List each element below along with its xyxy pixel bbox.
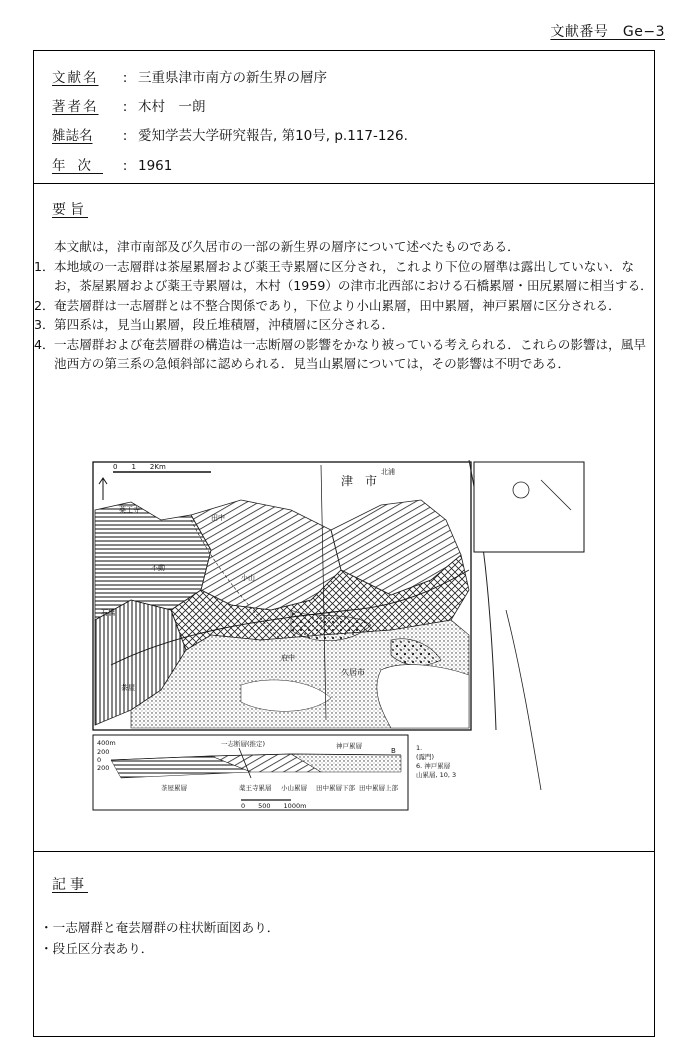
map-label-yakuoji: 薬王寺	[119, 506, 140, 514]
author-row	[52, 95, 206, 115]
bibliographic-header	[34, 51, 654, 184]
summary-item-number: 2．	[34, 297, 55, 313]
year-colon: :	[122, 158, 128, 174]
summary-item	[34, 315, 656, 335]
year-value: 1961	[138, 158, 173, 174]
summary-body	[34, 237, 656, 374]
title-label: 文献名	[52, 70, 99, 86]
section-label-chaya: 茶屋累層	[161, 784, 187, 792]
railway-line	[506, 610, 541, 790]
note-item: ・一志層群と奄芸層群の柱状断面図あり．	[40, 920, 280, 935]
summary-section	[34, 184, 654, 852]
document-number: 文献番号 Ge−3	[550, 24, 665, 40]
section-tick: 200	[97, 764, 110, 772]
section-label-yakuoji: 薬王寺累層	[239, 784, 272, 792]
map-label-city: 津 市	[341, 474, 378, 488]
side-legend-line: 山累層, 10, 3	[416, 771, 457, 779]
geologic-figure	[91, 460, 586, 845]
section-label-kambe: 神戸累層	[336, 742, 362, 750]
summary-title: 要旨	[52, 202, 88, 218]
year-label: 年次	[52, 158, 103, 174]
author-colon: :	[122, 99, 128, 115]
map-label-fuchu: 府中	[281, 654, 295, 662]
side-legend-line: 1.	[416, 744, 423, 752]
summary-item-text: 一志層群および奄芸層群の構造は一志断層の影響をかなり被っている考えられる．これらの影響は，風早池西方の第三系の急傾斜部に認められる．見当山累層については，その影響は不明である．	[54, 336, 646, 371]
summary-item-text: 第四系は，見当山累層，段丘堆積層，沖積層に区分される．	[54, 317, 395, 332]
section-label-tanaka-lower: 田中累層下部	[316, 784, 355, 792]
map-label-chaya: 茶屋	[121, 684, 135, 692]
map-label-kozan: 小山	[241, 574, 255, 582]
section-horizontal-scale: 0 500 1000m	[241, 802, 307, 810]
section-vertical-scale: 400m	[97, 739, 116, 747]
summary-item-text: 奄芸層群は一志層群とは不整合関係であり，下位より小山累層，田中累層，神戸累層に区分される．	[54, 297, 621, 313]
section-label-tanaka-upper: 田中累層上部	[359, 784, 398, 792]
notes-title: 記事	[52, 877, 88, 893]
summary-item	[34, 296, 656, 316]
map-label-kitaura: 北浦	[381, 468, 395, 476]
section-label-fault: 一志断層(推定)	[221, 740, 266, 748]
journal-row	[52, 124, 408, 144]
map-label-fudo: 不動	[151, 564, 165, 572]
summary-intro: 本文献は，津市南部及び久居市の一部の新生界の層序について述べたものである．	[54, 239, 520, 254]
summary-item-text: 本地域の一志層群は茶屋累層および薬王寺累層に区分され，これより下位の層準は露出していない．なお，茶屋累層および薬王寺累層は，木村（1959）の津市北西部における石橋累層・田尻累層に相当する．	[54, 258, 653, 293]
notes-list	[40, 917, 279, 959]
title-value: 三重県津市南方の新生界の層序	[138, 70, 327, 86]
author-label: 著者名	[52, 99, 99, 115]
journal-value: 愛知学芸大学研究報告, 第10号, p.117-126.	[138, 128, 408, 144]
section-tick: 200	[97, 748, 110, 756]
notes-section	[34, 852, 654, 1036]
journal-label: 雑誌名	[52, 128, 93, 144]
summary-item-number: 1．	[34, 258, 55, 274]
unmapped-area	[377, 665, 469, 728]
summary-item-number: 3．	[34, 317, 55, 332]
map-label-hisai: 久居市	[341, 668, 365, 677]
map-label-ishibashi: 石橋	[101, 609, 115, 617]
year-row	[52, 154, 172, 174]
section-label-koyama: 小山累層	[281, 784, 307, 792]
author-value: 木村 一朗	[138, 99, 206, 115]
note-item: ・段丘区分表あり．	[40, 941, 154, 956]
section-label-b: B	[391, 747, 396, 755]
map-scale-label: 0 1 2Km	[113, 463, 166, 471]
section-tick: 0	[97, 756, 102, 764]
title-colon: :	[122, 70, 128, 86]
record-frame	[33, 50, 655, 1037]
summary-item	[34, 335, 656, 374]
geologic-map-and-section	[91, 460, 586, 845]
summary-item	[34, 257, 656, 296]
journal-colon: :	[122, 128, 128, 144]
title-row	[52, 66, 327, 86]
summary-item-number: 4．	[34, 336, 55, 352]
side-legend-line: 6. 神戸累層	[416, 762, 451, 770]
map-label-tanaka: 田中	[211, 514, 225, 522]
side-legend-line: (露門)	[416, 753, 435, 761]
